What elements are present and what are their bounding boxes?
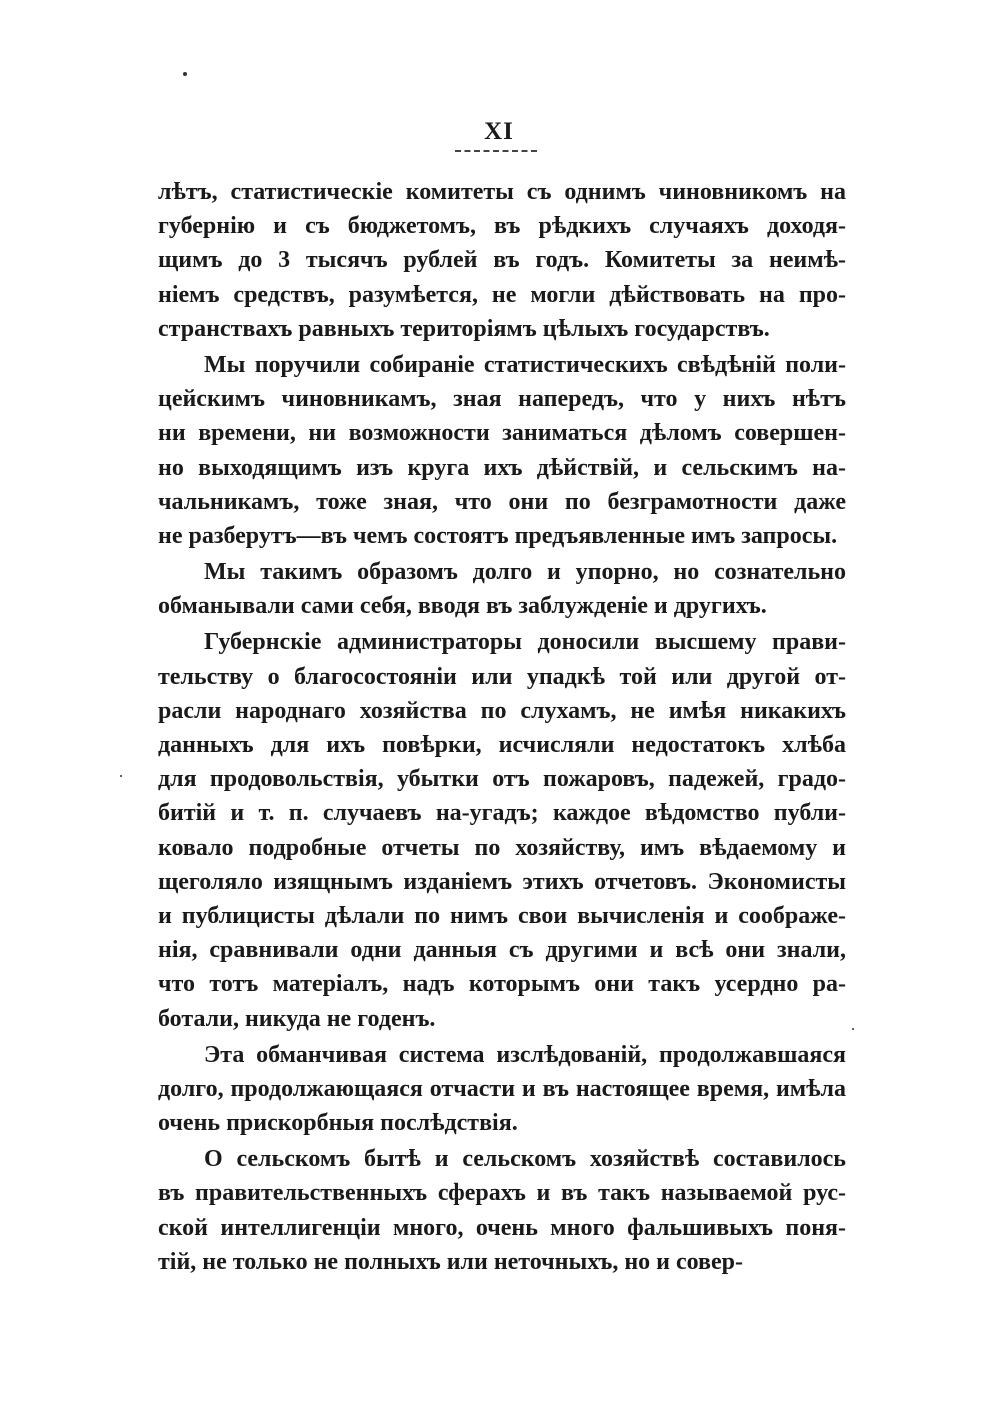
body-text	[158, 175, 846, 1279]
text-line: щимъ до 3 тысячъ рублей въ годъ. Комитеты за неимѣ-	[158, 247, 846, 274]
text-line: для продовольствія, убытки отъ пожаровъ, падежей, градо-	[158, 766, 846, 793]
paragraph	[158, 625, 846, 1035]
text-line: Эта обманчивая система изслѣдованій, продолжавшаяся	[204, 1041, 846, 1068]
text-line: что тотъ матеріалъ, надъ которымъ они такъ усердно ра-	[158, 971, 846, 998]
text-line: ботали, никуда не годенъ.	[158, 1005, 436, 1032]
text-line: О сельскомъ бытѣ и сельскомъ хозяйствѣ составилось	[204, 1146, 846, 1173]
text-line: чальникамъ, тоже зная, что они по безграмотности даже	[158, 488, 846, 515]
text-line: странствахъ равныхъ територіямъ цѣлыхъ государствъ.	[158, 315, 770, 342]
print-speck-top-left	[183, 72, 187, 76]
text-line: данныхъ для ихъ повѣрки, исчисляли недостатокъ хлѣба	[158, 732, 846, 758]
print-speck-margin-left	[120, 775, 122, 777]
header-rule	[455, 150, 537, 152]
text-line: Мы поручили собираніе статистическихъ свѣдѣній поли-	[204, 351, 846, 378]
text-line: обманывали сами себя, вводя въ заблужденіе и другихъ.	[158, 593, 767, 620]
paragraph	[158, 1038, 846, 1141]
text-line: не разберутъ—въ чемъ состоятъ предъявленные имъ запросы.	[158, 522, 838, 549]
paragraph	[158, 555, 846, 623]
text-line: лѣтъ, статистическіе комитеты съ однимъ чиновникомъ на	[158, 179, 846, 205]
paragraph	[158, 1142, 846, 1279]
text-line: тельству о благосостояніи или упадкѣ той или другой от-	[158, 663, 846, 690]
text-line: долго, продолжающаяся отчасти и въ настоящее время, имѣла	[158, 1075, 846, 1102]
text-line: ни времени, ни возможности заниматься дѣломъ совершен-	[158, 420, 846, 447]
text-line: губернію и съ бюджетомъ, въ рѣдкихъ случаяхъ доходя-	[158, 213, 846, 240]
text-line: расли народнаго хозяйства по слухамъ, не имѣя никакихъ	[158, 697, 846, 724]
text-line: нія, сравнивали одни данныя съ другими и всѣ они знали,	[158, 937, 846, 964]
text-line: но выходящимъ изъ круга ихъ дѣйствій, и сельскимъ на-	[158, 454, 846, 481]
print-speck-margin-right	[852, 1028, 854, 1030]
page-number: XI	[484, 118, 514, 145]
text-line: цейскимъ чиновникамъ, зная напередъ, что у нихъ нѣтъ	[158, 386, 846, 413]
text-line: Губернскіе администраторы доносили высшему прави-	[204, 629, 846, 656]
text-line: щеголяло изящнымъ изданіемъ этихъ отчетовъ. Экономисты	[158, 868, 846, 895]
text-line: ковало подробные отчеты по хозяйству, имъ вѣдаемому и	[158, 834, 846, 861]
paragraph	[158, 175, 846, 346]
text-line: Мы такимъ образомъ долго и упорно, но сознательно	[204, 559, 846, 586]
text-line: въ правительственныхъ сферахъ и въ такъ называемой рус-	[158, 1180, 846, 1207]
text-line: и публицисты дѣлали по нимъ свои вычисленія и соображе-	[158, 902, 846, 929]
text-line: ніемъ средствъ, разумѣется, не могли дѣйствовать на про-	[158, 281, 846, 308]
text-line: битій и т. п. случаевъ на-угадъ; каждое вѣдомство публи-	[158, 800, 846, 827]
text-line: ской интеллигенціи много, очень много фальшивыхъ поня-	[158, 1214, 846, 1241]
text-line: очень прискорбныя послѣдствія.	[158, 1110, 518, 1137]
paragraph	[158, 348, 846, 553]
text-line: тій, не только не полныхъ или неточныхъ, но и совер-	[158, 1248, 743, 1275]
